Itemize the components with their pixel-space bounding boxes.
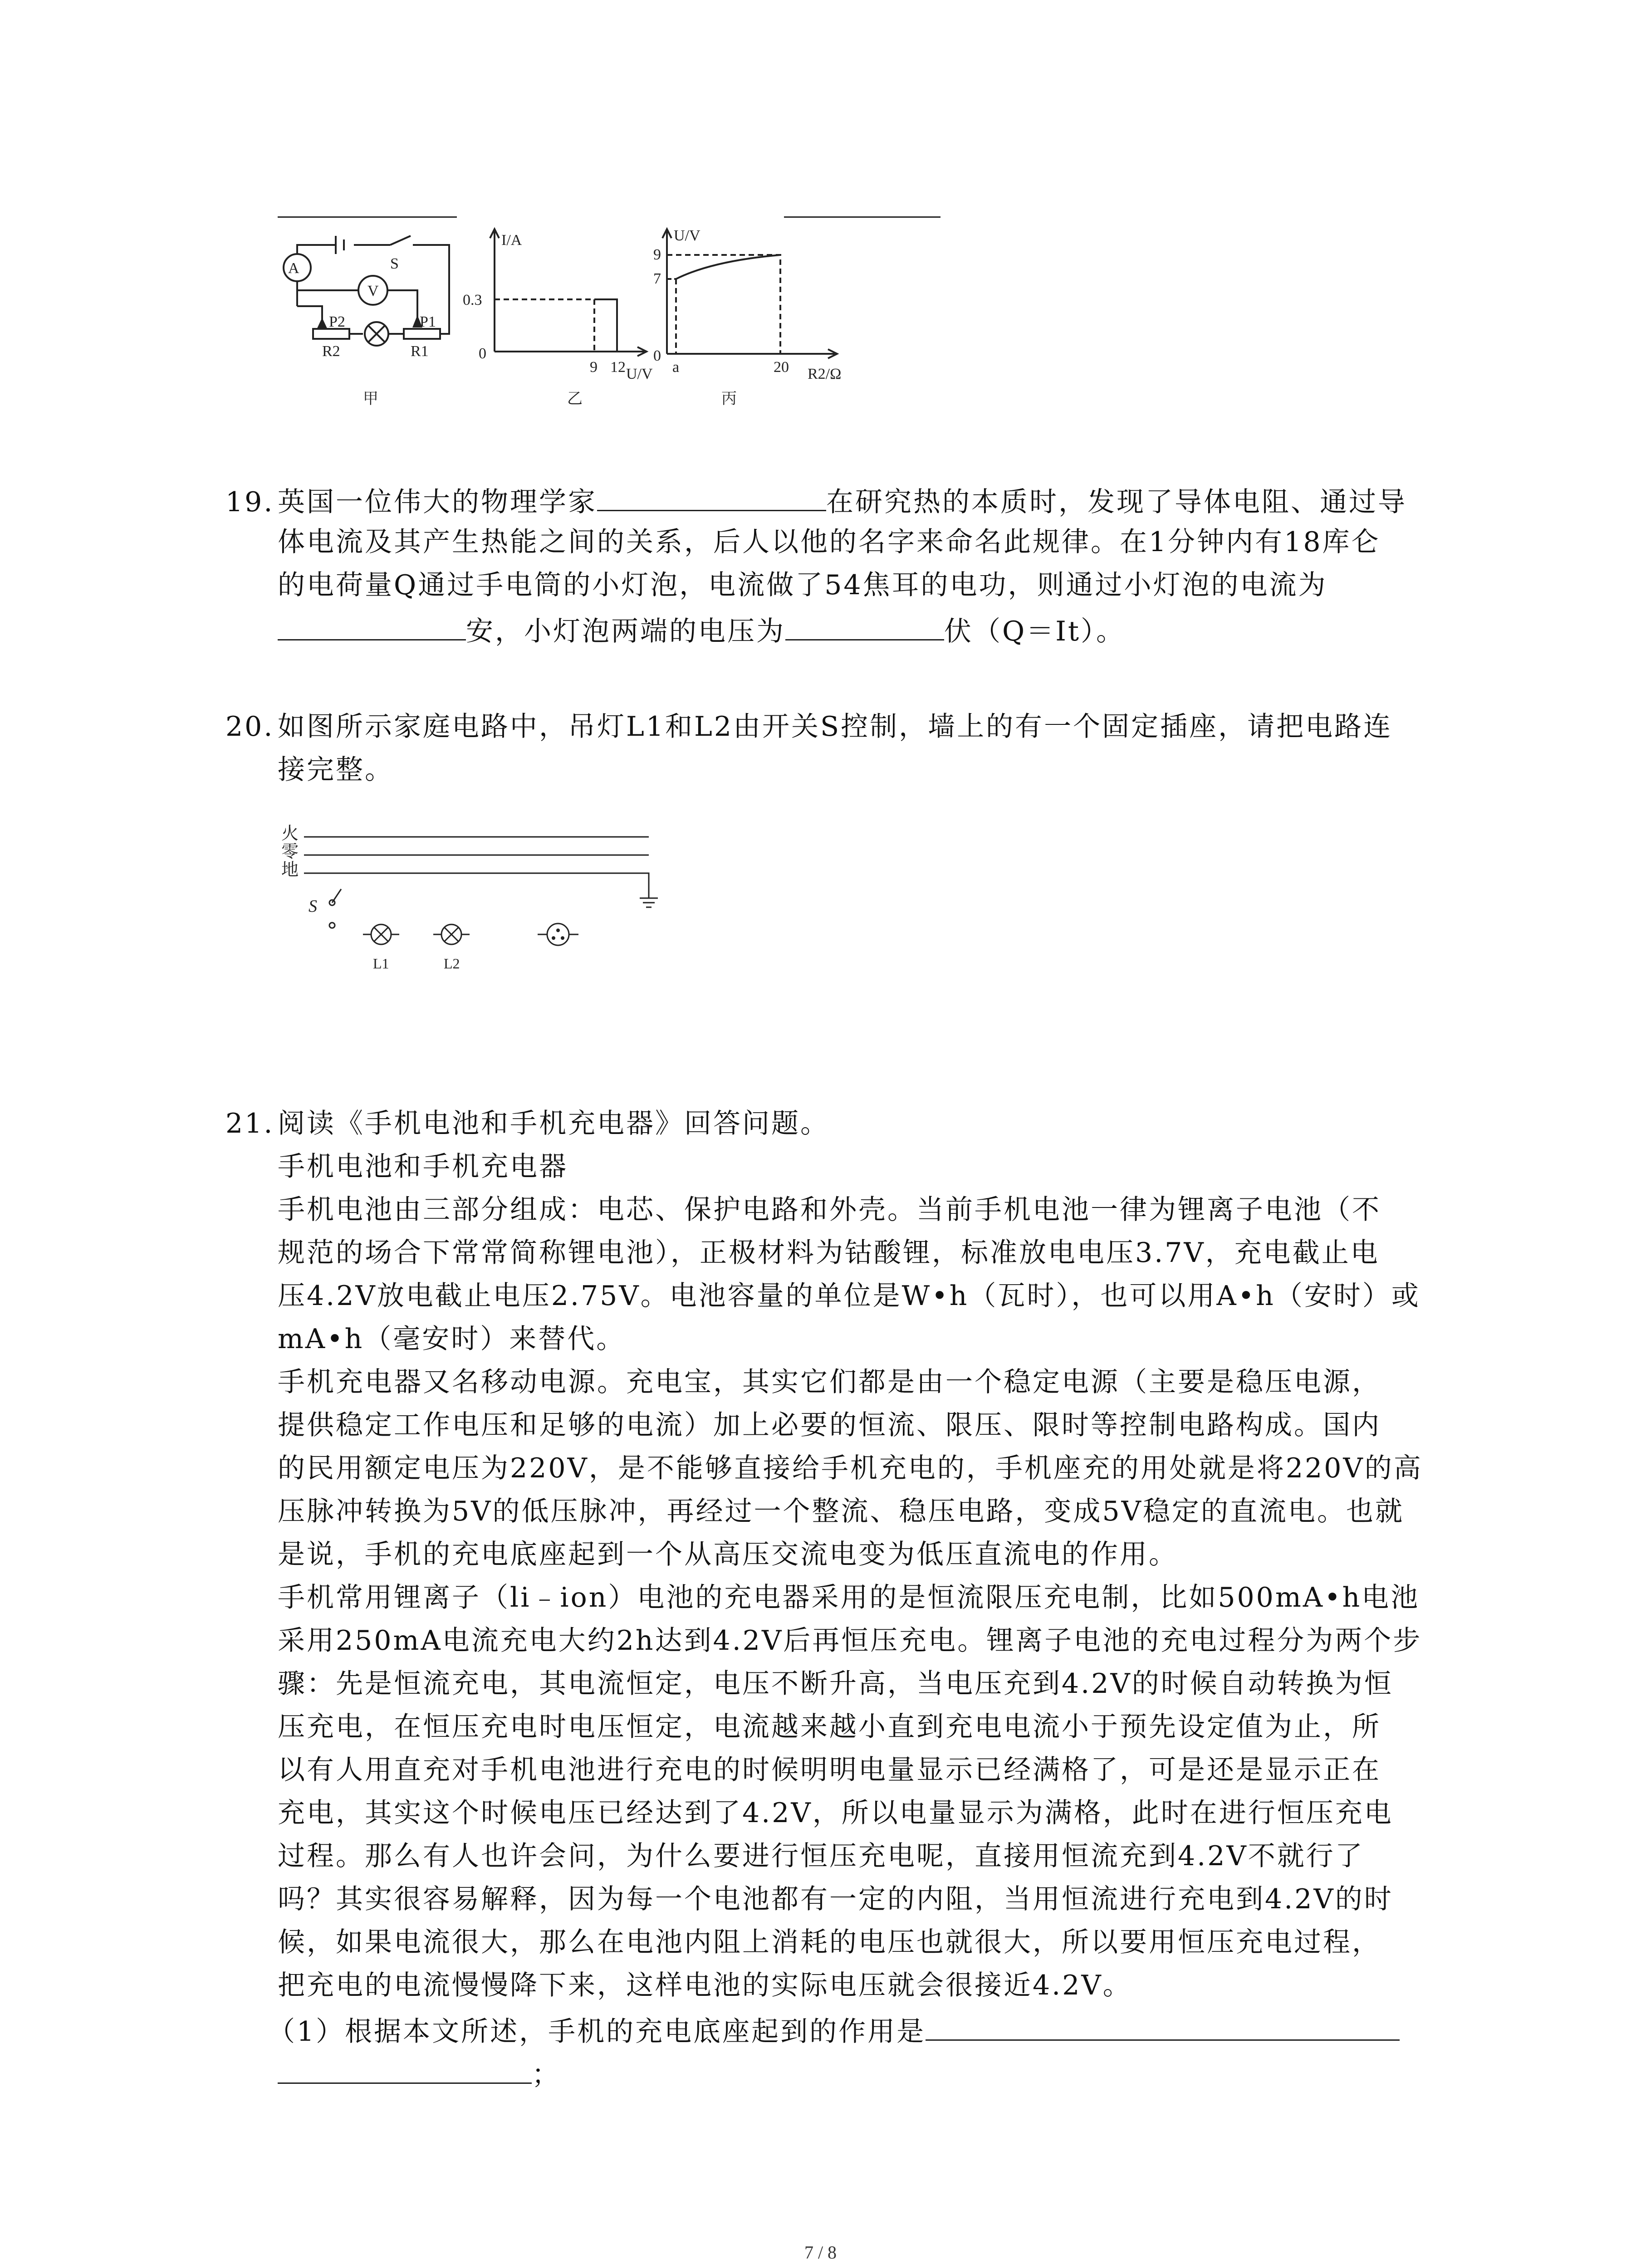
q21-line-0: 21. 阅读《手机电池和手机充电器》回答问题。 [225, 1108, 829, 1139]
svg-text:0: 0 [479, 345, 486, 362]
q21-number: 21. [225, 1108, 274, 1139]
svg-text:零: 零 [281, 842, 299, 861]
svg-text:7: 7 [653, 270, 661, 287]
svg-text:乙: 乙 [567, 391, 583, 407]
svg-text:甲: 甲 [363, 391, 378, 407]
q19-line-2: 体电流及其产生热能之间的关系，后人以他的名字来命名此规律。在1分钟内有18库仑 [278, 526, 1381, 558]
q19-blank-voltage[interactable] [785, 615, 944, 640]
page-number: 7 / 8 [804, 2242, 837, 2263]
svg-text:R2/Ω: R2/Ω [808, 366, 842, 382]
svg-text:U/V: U/V [626, 366, 653, 382]
socket-icon [547, 924, 569, 945]
svg-text:12: 12 [610, 359, 626, 376]
q21-line-7: 提供稳定工作电压和足够的电流）加上必要的恒流、限压、限时等控制电路构成。国内 [278, 1409, 1381, 1441]
q19-line-3: 的电荷量Q通过手电筒的小灯泡，电流做了54焦耳的电功，则通过小灯泡的电流为 [278, 569, 1327, 601]
svg-text:P2: P2 [329, 313, 345, 330]
svg-text:火: 火 [281, 824, 299, 843]
q21-line-9: 压脉冲转换为5V的低压脉冲，再经过一个整流、稳压电路，变成5V稳定的直流电。也就 [278, 1496, 1405, 1527]
svg-text:0: 0 [653, 347, 661, 364]
q21-line-3: 规范的场合下常常简称锂电池），正极材料为钴酸锂，标准放电电压3.7V，充电截止电 [278, 1237, 1380, 1269]
q21-line-13: 骤：先是恒流充电，其电流恒定，电压不断升高，当电压充到4.2V的时候自动转换为恒 [278, 1668, 1393, 1700]
q21-line-6: 手机充电器又名移动电源。充电宝，其实它们都是由一个稳定电源（主要是稳压电源， [278, 1366, 1381, 1398]
q21-line-1: 手机电池和手机充电器 [278, 1151, 568, 1183]
svg-text:0.3: 0.3 [463, 292, 482, 308]
q21-line-4: 压4.2V放电截止电压2.75V。电池容量的单位是W•h（瓦时），也可以用A•h（安时）或 [278, 1280, 1421, 1312]
q21-line-8: 的民用额定电压为220V，是不能够直接给手机充电的，手机座充的用处就是将220V的高 [278, 1452, 1423, 1484]
q20-line-2: 接完整。 [278, 754, 394, 786]
svg-text:R1: R1 [411, 343, 429, 360]
q21-line-19: 候，如果电流很大，那么在电池内阻上消耗的电压也就很大，所以要用恒压充电过程， [278, 1926, 1381, 1958]
q21-sub1-line: （1）根据本文所述，手机的充电底座起到的作用是 [268, 2015, 1400, 2045]
q21-sub1-blank-1[interactable] [926, 2015, 1400, 2041]
q21-line-2: 手机电池由三部分组成：电芯、保护电路和外壳。当前手机电池一律为锂离子电池（不 [278, 1194, 1381, 1226]
svg-text:地: 地 [281, 860, 299, 880]
svg-text:V: V [367, 283, 379, 299]
q19-line-1: 19. 英国一位伟大的物理学家 在研究热的本质时，发现了导体电阻、通过导 [225, 486, 1407, 518]
svg-text:L1: L1 [373, 955, 389, 972]
figure-home-circuit [272, 812, 681, 984]
q21-line-20: 把充电的电流慢慢降下来，这样电池的实际电压就会很接近4.2V。 [278, 1970, 1132, 2001]
q19-blank-current[interactable] [278, 615, 466, 640]
svg-text:S: S [390, 255, 399, 272]
svg-text:S: S [309, 897, 317, 916]
q20-number: 20. [225, 711, 274, 743]
q21-line-16: 充电，其实这个时候电压已经达到了4.2V，所以电量显示为满格，此时在进行恒压充电 [278, 1797, 1393, 1829]
q19-line-4: 安，小灯泡两端的电压为 伏（Q＝It）。 [278, 615, 1125, 645]
svg-text:R2: R2 [322, 343, 340, 360]
figure-circuit-graphs [254, 218, 889, 426]
q21-line-15: 以有人用直充对手机电池进行充电的时候明明电量显示已经满格了，可是还是显示正在 [278, 1754, 1381, 1786]
svg-text:U/V: U/V [674, 227, 700, 244]
q21-line-5: mA•h（毫安时）来替代。 [278, 1323, 626, 1355]
q21-line-11: 手机常用锂离子（li﹣ion）电池的充电器采用的是恒流限压充电制，比如500mA•h电池 [278, 1582, 1420, 1613]
svg-text:a: a [672, 359, 680, 376]
q21-line-18: 吗？其实很容易解释，因为每一个电池都有一定的内阻，当用恒流进行充电到4.2V的时 [278, 1883, 1393, 1915]
svg-text:L2: L2 [444, 955, 460, 972]
svg-text:P1: P1 [420, 313, 436, 330]
svg-text:I/A: I/A [501, 232, 522, 249]
q20-line-1: 20. 如图所示家庭电路中，吊灯L1和L2由开关S控制，墙上的有一个固定插座，请把电路连 [225, 711, 1393, 743]
q19-blank-scientist[interactable] [597, 485, 826, 511]
q21-sub1-blank-2[interactable] [278, 2058, 532, 2084]
svg-text:20: 20 [774, 359, 789, 376]
svg-text:9: 9 [590, 359, 598, 376]
q21-line-14: 压充电，在恒压充电时电压恒定，电流越来越小直到充电电流小于预先设定值为止，所 [278, 1711, 1381, 1743]
q21-line-10: 是说，手机的充电底座起到一个从高压交流电变为低压直流电的作用。 [278, 1539, 1178, 1570]
svg-text:A: A [288, 260, 299, 277]
q21-sub1-line-2: ； [278, 2058, 561, 2088]
svg-text:9: 9 [653, 246, 661, 263]
q19-number: 19. [225, 486, 274, 518]
q21-line-12: 采用250mA电流充电大约2h达到4.2V后再恒压充电。锂离子电池的充电过程分为两个步 [278, 1625, 1422, 1657]
q21-line-17: 过程。那么有人也许会问，为什么要进行恒压充电呢，直接用恒流充到4.2V不就行了 [278, 1840, 1364, 1872]
svg-text:丙: 丙 [721, 391, 737, 407]
